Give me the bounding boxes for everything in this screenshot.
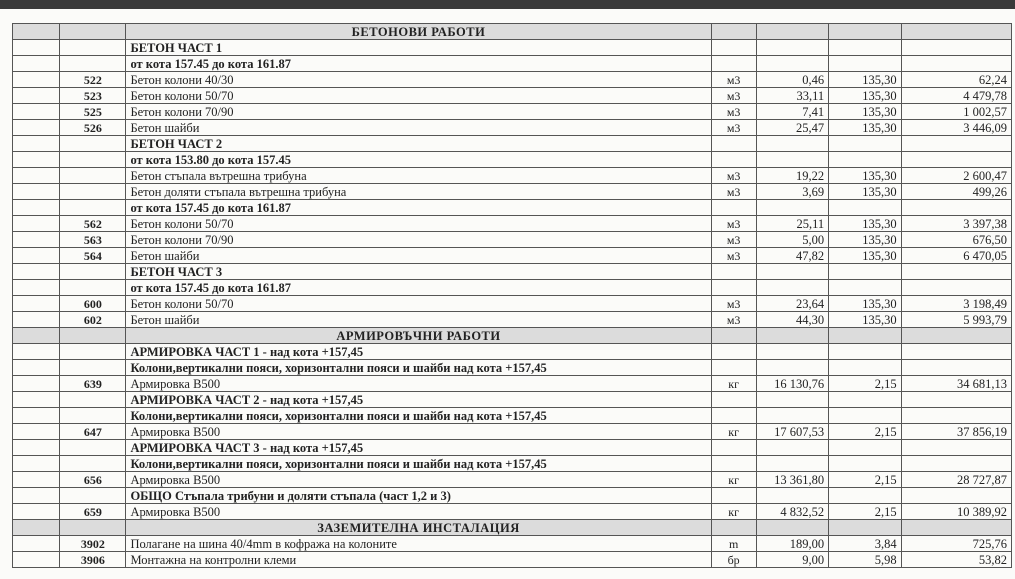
blank-cell <box>13 280 60 296</box>
item-unit: м3 <box>711 184 756 200</box>
blank-cell <box>60 456 126 472</box>
blank-cell <box>829 200 901 216</box>
scanned-page <box>0 9 1015 579</box>
item-description: Бетон колони 70/90 <box>126 104 711 120</box>
blank-cell <box>60 136 126 152</box>
blank-cell <box>901 40 1011 56</box>
blank-cell <box>13 504 60 520</box>
item-total: 499,26 <box>901 184 1011 200</box>
blank-cell <box>711 40 756 56</box>
group-header-text: АРМИРОВКА ЧАСТ 3 - над кота +157,45 <box>126 440 711 456</box>
item-unit: бр <box>711 552 756 568</box>
item-unit-price: 135,30 <box>829 120 901 136</box>
table-row <box>13 232 1012 248</box>
item-quantity: 7,41 <box>756 104 828 120</box>
blank-cell <box>60 392 126 408</box>
item-quantity: 13 361,80 <box>756 472 828 488</box>
table-row <box>13 120 1012 136</box>
item-code: 3902 <box>60 536 126 552</box>
blank-cell <box>829 56 901 72</box>
item-unit: м3 <box>711 120 756 136</box>
blank-cell <box>13 344 60 360</box>
blank-cell <box>711 360 756 376</box>
blank-cell <box>711 280 756 296</box>
item-description: Армировка В500 <box>126 472 711 488</box>
item-description: Монтажна на контролни клеми <box>126 552 711 568</box>
blank-cell <box>756 136 828 152</box>
blank-cell <box>711 152 756 168</box>
item-quantity: 25,47 <box>756 120 828 136</box>
blank-cell <box>60 520 126 536</box>
item-quantity: 44,30 <box>756 312 828 328</box>
item-unit: кг <box>711 472 756 488</box>
blank-cell <box>756 152 828 168</box>
item-unit-price: 5,98 <box>829 552 901 568</box>
blank-cell <box>756 280 828 296</box>
table-row <box>13 184 1012 200</box>
blank-cell <box>901 280 1011 296</box>
item-description: Полагане на шина 40/4mm в кофража на колоните <box>126 536 711 552</box>
group-header-text: БЕТОН ЧАСТ 1 <box>126 40 711 56</box>
item-quantity: 23,64 <box>756 296 828 312</box>
blank-cell <box>901 488 1011 504</box>
item-total: 10 389,92 <box>901 504 1011 520</box>
group-header-text: АРМИРОВКА ЧАСТ 1 - над кота +157,45 <box>126 344 711 360</box>
group-header-row <box>13 200 1012 216</box>
item-total: 2 600,47 <box>901 168 1011 184</box>
item-total: 676,50 <box>901 232 1011 248</box>
group-header-row <box>13 408 1012 424</box>
table-row <box>13 72 1012 88</box>
blank-cell <box>756 200 828 216</box>
blank-cell <box>711 56 756 72</box>
blank-cell <box>901 152 1011 168</box>
blank-cell <box>756 264 828 280</box>
blank-cell <box>756 24 828 40</box>
blank-cell <box>829 24 901 40</box>
blank-cell <box>756 56 828 72</box>
blank-cell <box>829 488 901 504</box>
blank-cell <box>13 328 60 344</box>
item-code: 600 <box>60 296 126 312</box>
blank-cell <box>756 456 828 472</box>
blank-cell <box>829 392 901 408</box>
item-unit-price: 135,30 <box>829 104 901 120</box>
item-code: 523 <box>60 88 126 104</box>
group-header-row <box>13 264 1012 280</box>
item-total: 34 681,13 <box>901 376 1011 392</box>
section-row <box>13 328 1012 344</box>
item-code: 564 <box>60 248 126 264</box>
blank-cell <box>13 376 60 392</box>
blank-cell <box>829 136 901 152</box>
blank-cell <box>13 216 60 232</box>
item-unit: м3 <box>711 216 756 232</box>
blank-cell <box>13 232 60 248</box>
item-unit-price: 135,30 <box>829 296 901 312</box>
blank-cell <box>711 408 756 424</box>
item-unit-price: 135,30 <box>829 248 901 264</box>
item-description: Армировка В500 <box>126 376 711 392</box>
item-unit-price: 135,30 <box>829 312 901 328</box>
blank-cell <box>829 440 901 456</box>
blank-cell <box>13 200 60 216</box>
item-quantity: 25,11 <box>756 216 828 232</box>
item-unit: кг <box>711 504 756 520</box>
blank-cell <box>756 360 828 376</box>
item-description: Бетон колони 50/70 <box>126 88 711 104</box>
table-body <box>13 24 1012 568</box>
item-unit-price: 135,30 <box>829 88 901 104</box>
blank-cell <box>13 40 60 56</box>
blank-cell <box>901 264 1011 280</box>
item-description: Бетон доляти стъпала вътрешна трибуна <box>126 184 711 200</box>
item-quantity: 189,00 <box>756 536 828 552</box>
blank-cell <box>60 200 126 216</box>
blank-cell <box>13 248 60 264</box>
item-description: Бетон колони 70/90 <box>126 232 711 248</box>
blank-cell <box>711 136 756 152</box>
blank-cell <box>13 424 60 440</box>
blank-cell <box>13 536 60 552</box>
blank-cell <box>13 456 60 472</box>
item-description: Бетон шайби <box>126 248 711 264</box>
blank-cell <box>60 264 126 280</box>
item-total: 4 479,78 <box>901 88 1011 104</box>
blank-cell <box>13 392 60 408</box>
window-top-edge <box>0 0 1015 9</box>
group-header-text: Колони,вертикални пояси, хоризонтални пояси и шайби над кота +157,45 <box>126 408 711 424</box>
group-header-text: от кота 157.45 до кота 161.87 <box>126 280 711 296</box>
blank-cell <box>829 264 901 280</box>
item-unit-price: 135,30 <box>829 216 901 232</box>
item-total: 28 727,87 <box>901 472 1011 488</box>
item-quantity: 0,46 <box>756 72 828 88</box>
blank-cell <box>60 40 126 56</box>
blank-cell <box>13 56 60 72</box>
blank-cell <box>901 440 1011 456</box>
blank-cell <box>13 312 60 328</box>
item-unit: m <box>711 536 756 552</box>
blank-cell <box>711 392 756 408</box>
item-unit: кг <box>711 424 756 440</box>
section-title: БЕТОНОВИ РАБОТИ <box>126 24 711 40</box>
blank-cell <box>13 408 60 424</box>
item-unit-price: 2,15 <box>829 376 901 392</box>
item-description: Армировка В500 <box>126 424 711 440</box>
item-unit: кг <box>711 376 756 392</box>
blank-cell <box>901 520 1011 536</box>
item-unit: м3 <box>711 72 756 88</box>
item-unit-price: 135,30 <box>829 168 901 184</box>
item-quantity: 9,00 <box>756 552 828 568</box>
section-title: АРМИРОВЪЧНИ РАБОТИ <box>126 328 711 344</box>
item-total: 1 002,57 <box>901 104 1011 120</box>
blank-cell <box>13 296 60 312</box>
group-header-row <box>13 136 1012 152</box>
item-code: 3906 <box>60 552 126 568</box>
blank-cell <box>13 104 60 120</box>
item-unit-price: 2,15 <box>829 472 901 488</box>
blank-cell <box>13 184 60 200</box>
blank-cell <box>829 408 901 424</box>
blank-cell <box>829 280 901 296</box>
section-row <box>13 520 1012 536</box>
group-header-text: Колони,вертикални пояси, хоризонтални пояси и шайби над кота +157,45 <box>126 456 711 472</box>
blank-cell <box>756 488 828 504</box>
item-unit: м3 <box>711 88 756 104</box>
item-description: Бетон колони 50/70 <box>126 216 711 232</box>
blank-cell <box>60 488 126 504</box>
blank-cell <box>901 200 1011 216</box>
item-unit-price: 135,30 <box>829 72 901 88</box>
item-code: 659 <box>60 504 126 520</box>
blank-cell <box>756 392 828 408</box>
blank-cell <box>13 264 60 280</box>
blank-cell <box>60 280 126 296</box>
item-total: 6 470,05 <box>901 248 1011 264</box>
blank-cell <box>13 168 60 184</box>
blank-cell <box>711 456 756 472</box>
blank-cell <box>829 520 901 536</box>
blank-cell <box>901 136 1011 152</box>
item-total: 3 198,49 <box>901 296 1011 312</box>
item-unit: м3 <box>711 296 756 312</box>
item-code: 639 <box>60 376 126 392</box>
item-unit-price: 2,15 <box>829 504 901 520</box>
blank-cell <box>60 24 126 40</box>
blank-cell <box>901 24 1011 40</box>
group-header-text: ОБЩО Стъпала трибуни и доляти стъпала (част 1,2 и 3) <box>126 488 711 504</box>
item-total: 62,24 <box>901 72 1011 88</box>
blank-cell <box>13 552 60 568</box>
table-row <box>13 472 1012 488</box>
item-unit: м3 <box>711 232 756 248</box>
blank-cell <box>756 440 828 456</box>
blank-cell <box>901 328 1011 344</box>
blank-cell <box>60 56 126 72</box>
table-row <box>13 88 1012 104</box>
blank-cell <box>829 152 901 168</box>
item-description: Армировка В500 <box>126 504 711 520</box>
section-title: ЗАЗЕМИТЕЛНА ИНСТАЛАЦИЯ <box>126 520 711 536</box>
blank-cell <box>901 408 1011 424</box>
blank-cell <box>829 40 901 56</box>
blank-cell <box>60 360 126 376</box>
item-quantity: 47,82 <box>756 248 828 264</box>
table-row <box>13 248 1012 264</box>
bill-of-quantities-table <box>12 23 1012 568</box>
item-description: Бетон стъпала вътрешна трибуна <box>126 168 711 184</box>
table-row <box>13 552 1012 568</box>
blank-cell <box>756 520 828 536</box>
blank-cell <box>13 152 60 168</box>
item-code: 522 <box>60 72 126 88</box>
group-header-row <box>13 392 1012 408</box>
item-total: 5 993,79 <box>901 312 1011 328</box>
group-header-text: БЕТОН ЧАСТ 2 <box>126 136 711 152</box>
table-row <box>13 424 1012 440</box>
blank-cell <box>901 56 1011 72</box>
group-header-row <box>13 40 1012 56</box>
item-unit: м3 <box>711 248 756 264</box>
table-row <box>13 312 1012 328</box>
blank-cell <box>829 328 901 344</box>
item-total: 53,82 <box>901 552 1011 568</box>
item-unit: м3 <box>711 312 756 328</box>
blank-cell <box>711 440 756 456</box>
item-description: Бетон шайби <box>126 312 711 328</box>
blank-cell <box>13 520 60 536</box>
item-quantity: 4 832,52 <box>756 504 828 520</box>
group-header-text: АРМИРОВКА ЧАСТ 2 - над кота +157,45 <box>126 392 711 408</box>
item-total: 3 397,38 <box>901 216 1011 232</box>
blank-cell <box>829 456 901 472</box>
blank-cell <box>756 344 828 360</box>
group-header-row <box>13 280 1012 296</box>
blank-cell <box>13 360 60 376</box>
blank-cell <box>13 136 60 152</box>
blank-cell <box>60 328 126 344</box>
item-quantity: 5,00 <box>756 232 828 248</box>
group-header-row <box>13 344 1012 360</box>
blank-cell <box>711 24 756 40</box>
item-description: Бетон колони 40/30 <box>126 72 711 88</box>
blank-cell <box>901 456 1011 472</box>
table-row <box>13 536 1012 552</box>
table-row <box>13 504 1012 520</box>
table-row <box>13 104 1012 120</box>
item-code: 525 <box>60 104 126 120</box>
blank-cell <box>901 344 1011 360</box>
item-description: Бетон шайби <box>126 120 711 136</box>
group-header-row <box>13 152 1012 168</box>
item-unit-price: 2,15 <box>829 424 901 440</box>
blank-cell <box>60 440 126 456</box>
table-row <box>13 216 1012 232</box>
group-header-text: БЕТОН ЧАСТ 3 <box>126 264 711 280</box>
item-code: 526 <box>60 120 126 136</box>
blank-cell <box>711 200 756 216</box>
group-header-row <box>13 440 1012 456</box>
blank-cell <box>756 328 828 344</box>
item-quantity: 16 130,76 <box>756 376 828 392</box>
blank-cell <box>756 408 828 424</box>
blank-cell <box>901 392 1011 408</box>
blank-cell <box>60 152 126 168</box>
blank-cell <box>711 520 756 536</box>
item-unit: м3 <box>711 104 756 120</box>
table-row <box>13 296 1012 312</box>
section-row <box>13 24 1012 40</box>
blank-cell <box>13 88 60 104</box>
item-total: 3 446,09 <box>901 120 1011 136</box>
item-code <box>60 168 126 184</box>
item-unit: м3 <box>711 168 756 184</box>
item-total: 725,76 <box>901 536 1011 552</box>
table-row <box>13 376 1012 392</box>
item-quantity: 17 607,53 <box>756 424 828 440</box>
item-unit-price: 3,84 <box>829 536 901 552</box>
blank-cell <box>711 328 756 344</box>
group-header-text: от кота 157.45 до кота 161.87 <box>126 200 711 216</box>
blank-cell <box>829 344 901 360</box>
group-header-row <box>13 488 1012 504</box>
blank-cell <box>13 72 60 88</box>
item-unit-price: 135,30 <box>829 232 901 248</box>
blank-cell <box>13 24 60 40</box>
blank-cell <box>60 408 126 424</box>
blank-cell <box>756 40 828 56</box>
item-code <box>60 184 126 200</box>
group-header-row <box>13 360 1012 376</box>
blank-cell <box>711 488 756 504</box>
item-code: 562 <box>60 216 126 232</box>
group-header-row <box>13 56 1012 72</box>
table-row <box>13 168 1012 184</box>
item-code: 602 <box>60 312 126 328</box>
item-code: 656 <box>60 472 126 488</box>
item-description: Бетон колони 50/70 <box>126 296 711 312</box>
group-header-text: от кота 153.80 до кота 157.45 <box>126 152 711 168</box>
blank-cell <box>13 120 60 136</box>
group-header-text: от кота 157.45 до кота 161.87 <box>126 56 711 72</box>
group-header-row <box>13 456 1012 472</box>
item-unit-price: 135,30 <box>829 184 901 200</box>
blank-cell <box>711 344 756 360</box>
blank-cell <box>13 488 60 504</box>
blank-cell <box>13 472 60 488</box>
item-quantity: 3,69 <box>756 184 828 200</box>
blank-cell <box>901 360 1011 376</box>
blank-cell <box>13 440 60 456</box>
blank-cell <box>711 264 756 280</box>
item-quantity: 19,22 <box>756 168 828 184</box>
item-code: 563 <box>60 232 126 248</box>
item-total: 37 856,19 <box>901 424 1011 440</box>
blank-cell <box>829 360 901 376</box>
blank-cell <box>60 344 126 360</box>
item-quantity: 33,11 <box>756 88 828 104</box>
item-code: 647 <box>60 424 126 440</box>
group-header-text: Колони,вертикални пояси, хоризонтални пояси и шайби над кота +157,45 <box>126 360 711 376</box>
